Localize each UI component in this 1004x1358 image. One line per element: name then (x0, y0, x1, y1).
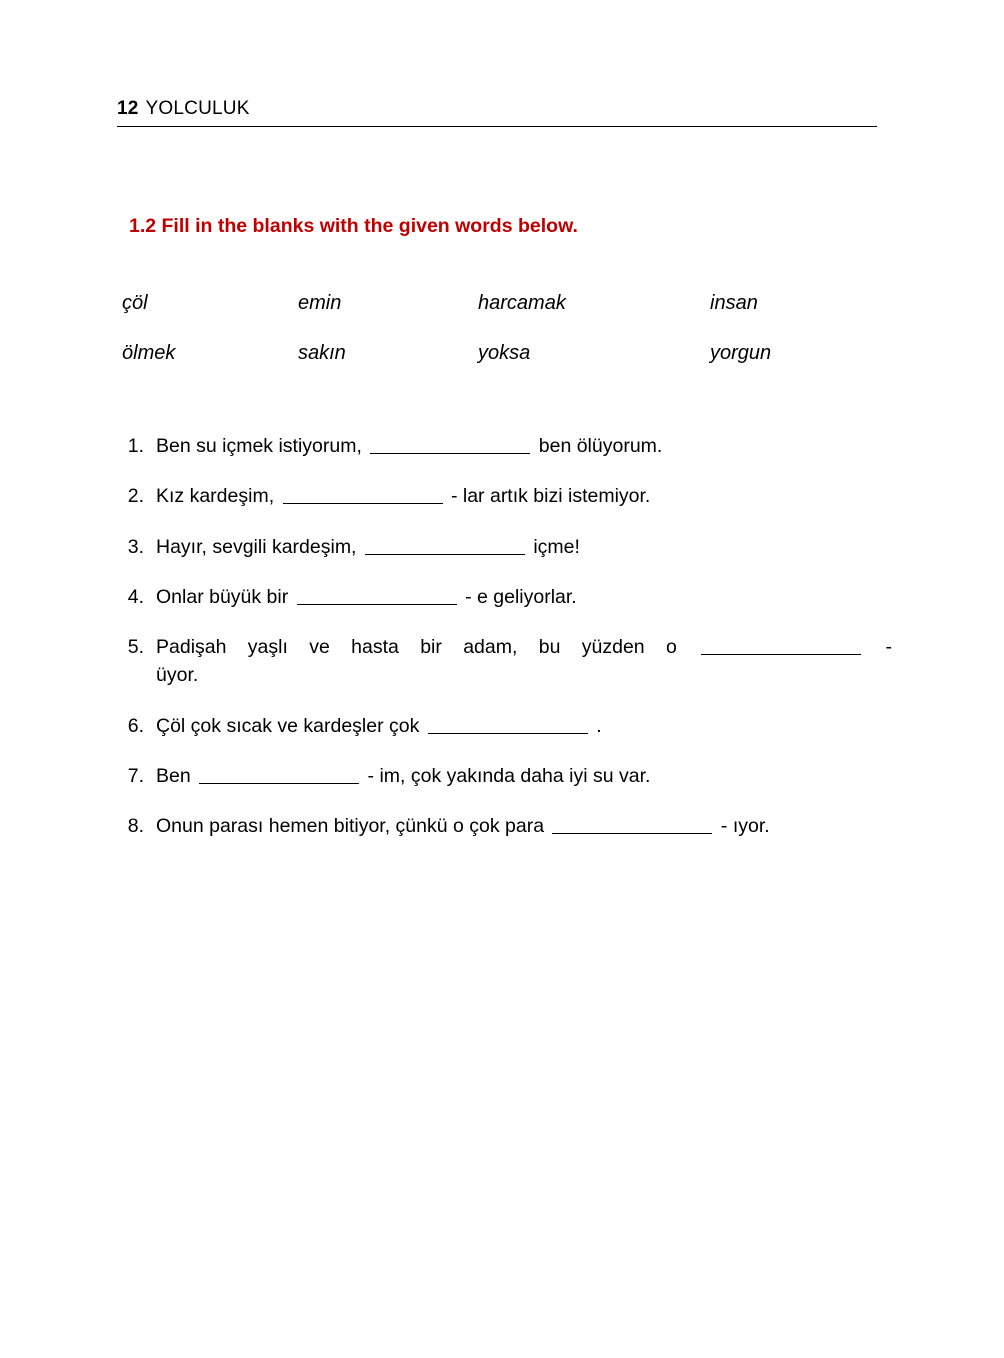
answer-blank[interactable] (283, 484, 443, 505)
question-text-before: Ben (156, 764, 191, 787)
word-bank-row (122, 292, 912, 315)
question-list (122, 432, 892, 862)
header-title: YOLCULUK (145, 98, 250, 119)
question-body (156, 812, 892, 840)
question-text-after: - im, çok yakında daha iyi su var. (367, 764, 651, 787)
question-text-before: Padişah yaşlı ve hasta bir adam, bu yüzden o (156, 636, 677, 659)
question-body (156, 633, 892, 690)
question-number: 5. (127, 636, 144, 659)
question-number: 1. (127, 435, 144, 457)
header-line (117, 98, 877, 126)
question-item (122, 633, 892, 690)
answer-blank[interactable] (365, 534, 525, 555)
question-body (156, 432, 892, 460)
question-text-before: Onun parası hemen bitiyor, çünkü o çok para (156, 815, 545, 838)
question-body (156, 762, 892, 790)
question-text-before: Kız kardeşim, (156, 485, 275, 508)
question-item (122, 712, 892, 740)
question-number: 2. (127, 485, 144, 508)
question-item (122, 533, 892, 561)
question-number: 4. (127, 585, 144, 608)
question-text-before: Onlar büyük bir (156, 585, 289, 608)
question-item (122, 812, 892, 840)
question-text-before: Hayır, sevgili kardeşim, (156, 535, 357, 558)
question-text-after: - ıyor. (720, 815, 770, 838)
question-body (156, 712, 892, 740)
word-bank-word: insan (710, 292, 758, 314)
question-number: 6. (127, 714, 144, 737)
word-bank-word: çöl (122, 292, 148, 314)
exercise-instruction: 1.2 Fill in the blanks with the given words below. (129, 215, 578, 237)
answer-blank[interactable] (701, 635, 861, 656)
answer-blank[interactable] (297, 584, 457, 605)
question-body (156, 482, 892, 510)
question-text-after: - lar artık bizi istemiyor. (450, 485, 651, 508)
word-bank-word: yorgun (710, 342, 772, 364)
question-number: 3. (127, 535, 144, 558)
word-bank-row (122, 342, 912, 365)
question-text-after: - (885, 636, 892, 659)
question-number: 7. (127, 764, 144, 787)
word-bank-word: yoksa (478, 342, 531, 364)
question-item (122, 583, 892, 611)
question-item (122, 762, 892, 790)
question-body (156, 583, 892, 611)
question-text-after: içme! (533, 535, 580, 558)
question-item (122, 482, 892, 510)
header-divider (117, 126, 877, 127)
question-text-before: Ben su içmek istiyorum, (156, 435, 362, 457)
word-bank-word: harcamak (478, 292, 566, 314)
word-bank-word: ölmek (122, 342, 176, 364)
answer-blank[interactable] (370, 434, 530, 455)
word-bank-word: emin (298, 292, 342, 314)
question-body (156, 533, 892, 561)
answer-blank[interactable] (552, 814, 712, 835)
question-item (122, 432, 892, 460)
question-text-after: ben ölüyorum. (538, 435, 663, 457)
question-number: 8. (127, 815, 144, 838)
word-bank (122, 292, 912, 392)
question-text-continuation: üyor. (156, 664, 199, 687)
answer-blank[interactable] (199, 763, 359, 784)
answer-blank[interactable] (428, 713, 588, 734)
question-line (156, 633, 892, 661)
page-number: 12 (117, 98, 139, 119)
question-text-after: - e geliyorlar. (465, 585, 577, 608)
page-header (117, 98, 877, 127)
question-text-before: Çöl çok sıcak ve kardeşler çok (156, 714, 420, 737)
word-bank-word: sakın (298, 342, 346, 364)
question-text-after: . (596, 714, 602, 737)
